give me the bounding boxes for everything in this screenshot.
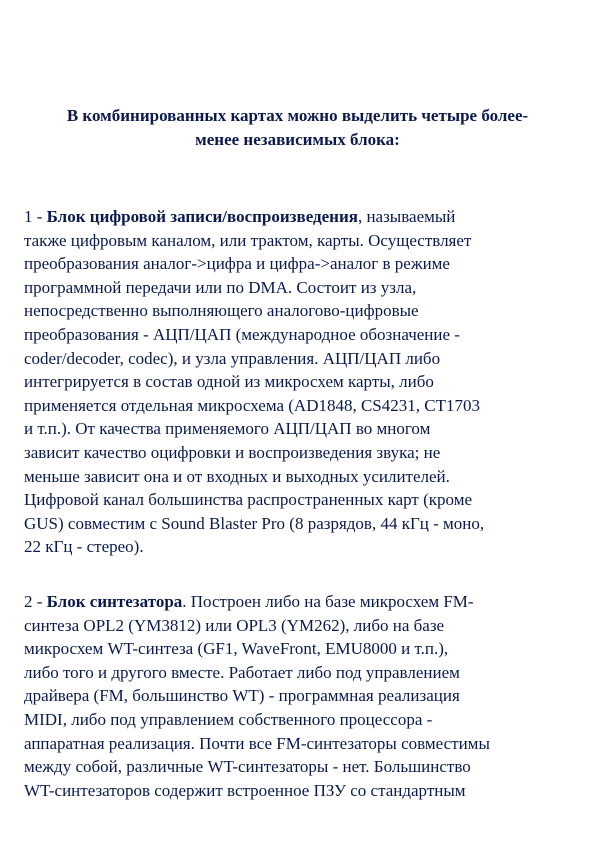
paragraph-line: интегрируется в состав одной из микросхем карты, либо [24,372,434,392]
heading-line: менее независимых блока: [195,130,400,149]
paragraph-line: MIDI, либо под управлением собственного процессора - [24,709,433,729]
item-title: Блок синтезатора [46,592,183,611]
paragraph-digital-block [24,205,576,559]
item-number: 2 - [24,592,47,611]
paragraph-line: программной передачи или по DMA. Состоит из узла, [24,277,417,297]
heading-line: В комбинированных картах можно выделить четыре более- [66,106,529,125]
paragraph-line: непосредственно выполняющего аналогово-цифровые [24,301,419,321]
section-heading [24,104,571,152]
item-number: 1 - [24,207,47,226]
paragraph-line: GUS) совместим с Sound Blaster Pro (8 разрядов, 44 кГц - моно, [24,513,485,533]
paragraph-line: между собой, различные WT-синтезаторы - нет. Большинство [24,757,471,777]
paragraph-synth-block [24,590,576,802]
paragraph-line: преобразования аналог->цифра и цифра->аналог в режиме [24,254,450,274]
paragraph-line: аппаратная реализация. Почти все FM-синтезаторы совместимы [24,733,490,753]
paragraph-line: Цифровой канал большинства распространенных карт (кроме [24,490,472,510]
paragraph-line: либо того и другого вместе. Работает либо под управлением [24,662,460,682]
paragraph-line: также цифровым каналом, или трактом, карты. Осуществляет [24,230,472,250]
paragraph-line: 22 кГц - стерео). [24,537,144,557]
paragraph-line: меньше зависит она и от входных и выходных усилителей. [24,466,450,486]
paragraph-text: , называемый [357,207,456,226]
paragraph-text: . Построен либо на базе микросхем FM- [182,592,474,611]
paragraph-line: драйвера (FM, большинство WT) - программная реализация [24,686,460,706]
paragraph-line: зависит качество оцифровки и воспроизведения звука; не [24,442,441,462]
paragraph-line [24,590,576,614]
paragraph-line: и т.п.). От качества применяемого АЦП/ЦАП во многом [24,419,431,439]
item-title: Блок цифровой записи/воспроизведения [46,207,358,226]
paragraph-line: coder/decoder, codec), и узла управления. АЦП/ЦАП либо [24,348,441,368]
paragraph-line: применяется отдельная микросхема (AD1848, CS4231, CT1703 [24,395,480,415]
paragraph-line [24,205,576,229]
paragraph-line: микросхем WT-синтеза (GF1, WaveFront, EMU8000 и т.п.), [24,639,449,659]
paragraph-line: преобразования - АЦП/ЦАП (международное обозначение - [24,324,460,344]
paragraph-line: WT-синтезаторов содержит встроенное ПЗУ со стандартным [24,780,466,800]
paragraph-line: синтеза OPL2 (YM3812) или OPL3 (YM262), либо на базе [24,615,445,635]
